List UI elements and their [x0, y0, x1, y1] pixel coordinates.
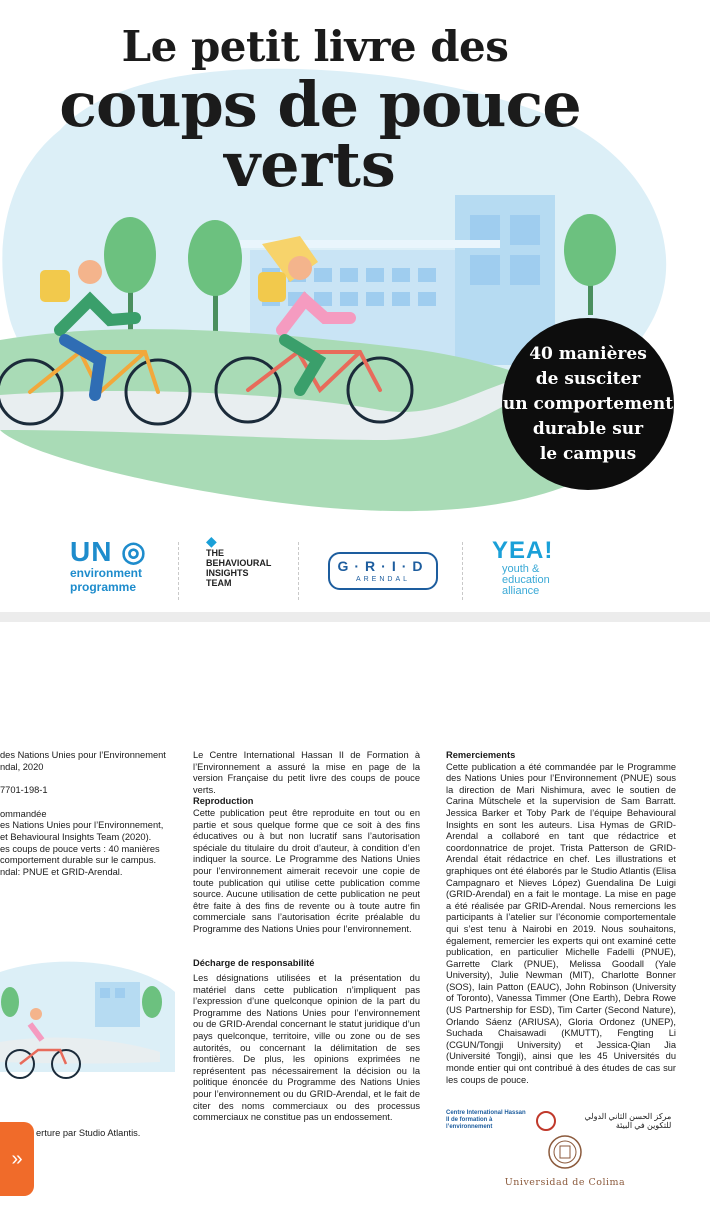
- hassan-ii-logo: [446, 1110, 696, 1131]
- layout-credit: Le Centre International Hassan II de Formation à l’Environnement a assuré la mise en page de la version Française du petit livre des coups de pouce verts.: [193, 750, 420, 795]
- disclaimer-heading: Décharge de responsabilité: [193, 957, 315, 968]
- grid-arendal-logo: [328, 552, 438, 590]
- bit-logo-line-2: BEHAVIOURAL: [206, 558, 272, 568]
- badge-line: le campus: [539, 443, 637, 464]
- credits-column-2: [193, 750, 420, 1124]
- next-page-button[interactable]: [0, 1122, 34, 1196]
- grid-logo-text: G·R·I·D: [337, 558, 429, 574]
- cover-title-line-2: coups de pouce: [59, 68, 581, 141]
- grid-logo-sub: ARENDAL: [355, 576, 411, 583]
- reproduction-heading: Reproduction: [193, 796, 254, 807]
- credits-page: [0, 622, 710, 1232]
- badge-line: durable sur: [532, 418, 644, 439]
- reproduction-text: Cette publication peut être reproduite en tout ou en partie et sous quelque forme que ce soit à des fins éducatives ou à but non lucratif sans l’autorisation spéciale du titulaire du droit d’auteur, à condition d’en indiquer la source. Le Programme des Nations Unies pour l’environnement aimerait recevoir une copie de toute publication qui utilise cette publication comme source. Aucune utilisation de cette publication ne peut être faite à des fins de revente ou à toute autre fin commerciale sans l’autorisation écrite préalable du Programme des Nations Unies pour l’environnement.: [193, 807, 420, 934]
- colima-logo: [500, 1134, 630, 1188]
- page-separator: [0, 612, 710, 622]
- un-logo-text: UN: [70, 536, 113, 567]
- acknowledgements-heading: Remerciements: [446, 750, 516, 760]
- publisher-text: des Nations Unies pour l’Environnement ndal, 2020: [0, 750, 166, 772]
- credits-column-1: [0, 750, 172, 878]
- yea-logo-line-2: education: [502, 574, 550, 586]
- un-logo-line-2: programme: [70, 580, 137, 594]
- yea-logo-line-3: alliance: [502, 585, 540, 597]
- badge-line: de susciter: [535, 368, 641, 389]
- colima-name: Universidad de Colima: [504, 1177, 626, 1188]
- subtitle-badge: [502, 318, 674, 490]
- hassan-logo-fr: Centre International Hassan II de formation à l’environnement: [446, 1110, 526, 1130]
- badge-line: 40 manières: [529, 343, 647, 364]
- bit-logo-line-3: INSIGHTS: [206, 568, 249, 578]
- globe-icon: ◎: [121, 536, 147, 567]
- credits-column-3: [446, 750, 676, 1086]
- hassan-emblem-icon: [536, 1111, 556, 1131]
- partner-logos: [0, 530, 710, 610]
- un-environment-logo: [70, 538, 147, 594]
- un-logo-line-1: environment: [70, 566, 143, 580]
- yea-logo-line-1: youth &: [502, 563, 540, 575]
- hassan-logo-ar: مركز الحسن الثاني الدولي للتكوين في البيئة: [584, 1111, 672, 1130]
- colima-seal-icon: [547, 1134, 583, 1170]
- logo-divider: [462, 542, 464, 600]
- thumbnail-illustration: [0, 952, 180, 1082]
- cover-title-line-3: verts: [224, 128, 396, 201]
- yea-logo-text: YEA!: [492, 537, 554, 564]
- bit-logo: [206, 534, 271, 588]
- bit-logo-line-4: TEAM: [206, 578, 232, 588]
- double-chevron-right-icon: »: [11, 1147, 23, 1170]
- disclaimer-text: Les désignations utilisées et la présentation du matériel dans cette publication n’impliquent pas l’expression d’une quelconque opinion de la part du Programme des Nations Unies pour l’environnement ou de GRID-Arendal concernant le statut juridique d’un pays quelconque, territoire, ville ou zone ou de ses autorités, ou concernant la délimitation de ses frontières. De plus, les opinions exprimées ne représentent pas nécessairement la décision ou la politique énoncée du Programme des Nations Unies pour l’environnement ou du GRID-Arendal, et le fait de citer des noms commerciaux ou des processus commerciaux ne constitue pas un endossement.: [193, 973, 420, 1123]
- badge-line: un comportement: [502, 393, 674, 414]
- bit-logo-line-1: THE: [206, 548, 224, 558]
- yea-logo: [492, 538, 553, 597]
- cube-icon: ◆: [206, 533, 217, 549]
- book-cover: [0, 0, 710, 612]
- isbn-text: 7701-198-1: [0, 785, 48, 796]
- citation-text: ommandée es Nations Unies pour l’Environnement, et Behavioural Insights Team (2020). es coups de pouce verts : 40 manières comportement durable sur le campus. ndal: PNUE et GRID-Arendal.: [0, 808, 164, 877]
- logo-divider: [178, 542, 180, 600]
- cover-caption: erture par Studio Atlantis.: [36, 1128, 141, 1138]
- logo-divider: [298, 542, 300, 600]
- acknowledgements-text: Cette publication a été commandée par le Programme des Nations Unies pour l’Environnement (PNUE) sous la direction de Mari Nishimura, avec le soutien de Carina Mütschele et la supervision de Sam Barratt. Jessica Barker et Toby Park de l’équipe Behavioural Insights en sont les auteurs. Lisa Hymas de GRID-Arendal a collaboré en tant que rédactrice et coordonnatrice de projet. Trista Patterson de GRID-Arendal était rédactrice en chef. Les illustrations et graphiques ont été élaborés par le Studio Atlantis (Elisa Campagnaro et Nieves López) Guendalina De Luigi (GRID-Arendal) en a fait le montage. La mise en page a été réalisée par GRID-Arendal. Nous remercions les participants à l’atelier sur l’économie comportementale qui s’est tenu à Nairobi en 2019. Nous souhaitons, également, remercier les experts qui ont examiné cette publication, en particulier Michelle Fadelli (PNUE), Garrette Clark (PNUE), Melissa Goodall (Yale University), Julie Newman (MIT), Charlotte Bonner (SOS), Iain Patton (EAUC), John Robinson (University of Toronto), Vanessa Timmer (One Earth), Debra Rowe (US Partnership for ESD), Tim Carter (Second Nature), Orlando Sáenz (ARIUSA), Gloria Ordonez (UNEP), Suchada Chaisawadi (KMUTT), Fengting Li (CGUN/Tongji University) et Jessica-Qian Jia (Université Tongji), ainsi que les 45 Universités du monde entier qui ont contribué à des études de cas sur les coups de pouce.: [446, 761, 676, 1085]
- cover-title-line-1: Le petit livre des: [121, 22, 509, 71]
